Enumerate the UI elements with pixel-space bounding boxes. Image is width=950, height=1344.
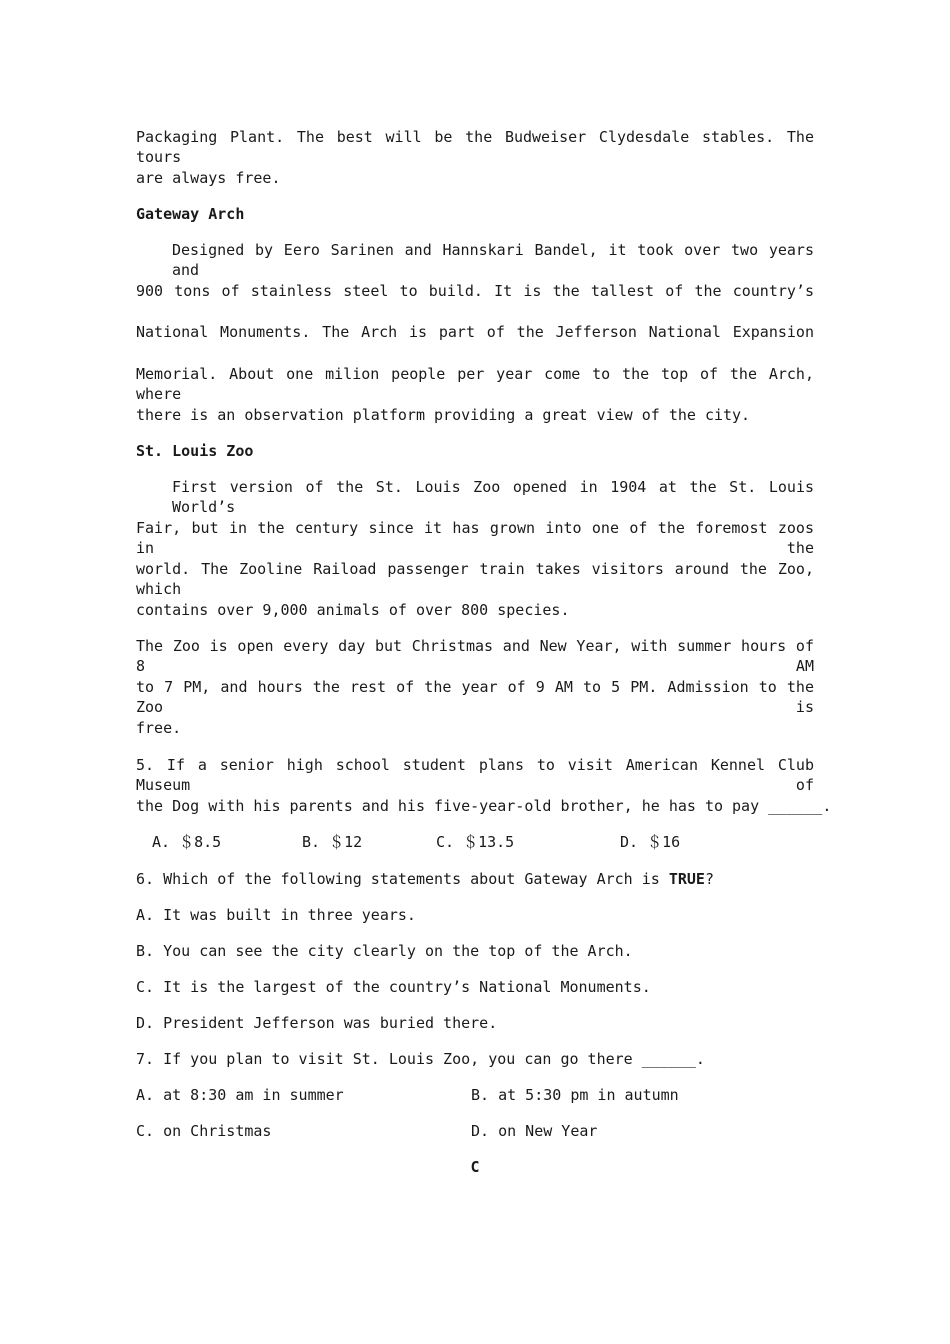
paragraph-line: National Monuments. The Arch is part of the Jefferson National Expansion <box>136 323 814 341</box>
question-6-stem-end: ? <box>704 870 714 888</box>
question-5-stem-line-1: 5. If a senior high school student plans to visit American Kennel Club Museum of <box>136 756 814 794</box>
intro-line-1: Packaging Plant. The best will be the Budweiser Clydesdale stables. The tours <box>136 128 814 166</box>
question-7-option-c: C. on Christmas <box>136 1122 272 1140</box>
question-6-option-d: D. President Jefferson was buried there. <box>136 1014 498 1032</box>
question-6-stem-text: 6. Which of the following statements about Gateway Arch is <box>136 870 669 888</box>
section-heading-gateway-arch: Gateway Arch <box>136 205 245 223</box>
question-6-stem <box>136 869 814 889</box>
question-6-emphasis: TRUE <box>668 870 705 888</box>
section-heading-st-louis-zoo: St. Louis Zoo <box>136 442 254 460</box>
question-6-option-b: B. You can see the city clearly on the top of the Arch. <box>136 942 633 960</box>
paragraph-line: 900 tons of stainless steel to build. It is the tallest of the country’s <box>136 282 814 300</box>
question-6-option-c: C. It is the largest of the country’s National Monuments. <box>136 978 651 996</box>
paragraph-line: free. <box>136 719 182 737</box>
question-5-option-b: B. ＄12 <box>302 833 363 851</box>
paragraph-line: to 7 PM, and hours the rest of the year of 9 AM to 5 PM. Admission to the Zoo is <box>136 678 814 716</box>
paragraph-line: world. The Zooline Raiload passenger train takes visitors around the Zoo, which <box>136 560 814 598</box>
paragraph-line: there is an observation platform providing a great view of the city. <box>136 406 751 424</box>
paragraph-line: Fair, but in the century since it has grown into one of the foremost zoos in the <box>136 519 814 557</box>
paragraph-line: Memorial. About one milion people per year come to the top of the Arch, where <box>136 365 814 403</box>
paragraph-line: Designed by Eero Sarinen and Hannskari Bandel, it took over two years and <box>172 241 814 279</box>
question-7-option-a: A. at 8:30 am in summer <box>136 1086 344 1104</box>
question-5-option-a: A. ＄8.5 <box>152 833 222 851</box>
question-5-option-d: D. ＄16 <box>620 833 681 851</box>
question-7-stem: 7. If you plan to visit St. Louis Zoo, you can go there ______. <box>136 1050 705 1068</box>
question-5-option-c: C. ＄13.5 <box>436 833 515 851</box>
intro-line-2: are always free. <box>136 169 281 187</box>
paragraph-line: contains over 9,000 animals of over 800 species. <box>136 601 570 619</box>
paragraph-line: First version of the St. Louis Zoo opened in 1904 at the St. Louis World’s <box>172 478 814 516</box>
question-5-stem-line-2: the Dog with his parents and his five-year-old brother, he has to pay ______. <box>136 797 832 815</box>
next-section-label: C <box>470 1158 480 1176</box>
question-7-option-b: B. at 5:30 pm in autumn <box>471 1086 679 1104</box>
paragraph-line: The Zoo is open every day but Christmas and New Year, with summer hours of 8 AM <box>136 637 814 675</box>
question-6-option-a: A. It was built in three years. <box>136 906 416 924</box>
question-7-option-d: D. on New Year <box>471 1122 598 1140</box>
